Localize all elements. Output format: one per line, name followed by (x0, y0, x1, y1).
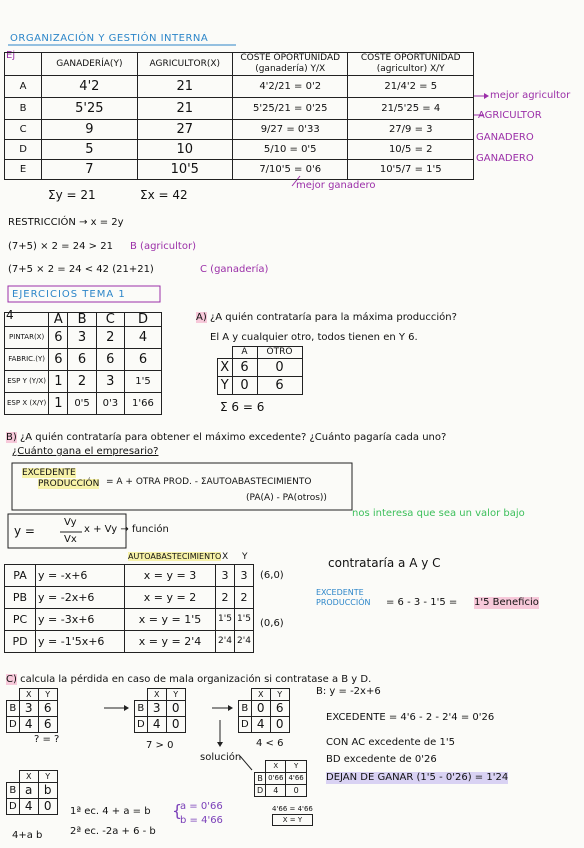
part-b-question (6, 432, 446, 444)
row-label: PB (5, 587, 36, 609)
table-cell: 6 (270, 701, 289, 717)
note-mejor-ganadero: mejor ganadero (296, 180, 376, 191)
row-label: FABRIC.(Y) (5, 349, 49, 371)
part-c-table-1 (6, 688, 58, 733)
note-ganadero-2: GANADERO (476, 153, 534, 164)
table-cell: 1'5 (124, 371, 161, 393)
part-c-table-5 (254, 760, 307, 797)
table-cell: 6 (232, 359, 257, 377)
table-cell: 21/4'2 = 5 (348, 76, 474, 98)
b-equation: B: y = -2x+6 (316, 686, 381, 697)
sum-x: Σx = 42 (140, 188, 188, 202)
row-label: B (7, 783, 20, 799)
table-cell: 2 (216, 587, 235, 609)
excedente-label (22, 468, 99, 490)
table-cell: 6 (49, 349, 68, 371)
table-cell: 4 (19, 799, 38, 815)
table-cell: 2'4 (216, 631, 235, 653)
table-cell: 0 (38, 799, 57, 815)
sum-y: Σy = 21 (48, 188, 96, 202)
table-cell: 10/5 = 2 (348, 140, 474, 160)
table-cell: 10'5/7 = 1'5 (348, 160, 474, 180)
table-header: COSTE OPORTUNIDAD (agricultor) X/Y (348, 53, 474, 76)
table-header: X (19, 771, 38, 783)
table-header: COSTE OPORTUNIDAD (ganadería) Y/X (232, 53, 347, 76)
funcion-lhs: y = (14, 524, 35, 538)
bd-line: BD excedente de 0'26 (326, 754, 437, 765)
table-cell: 4 (266, 785, 286, 797)
table-cell: 1'5 (216, 609, 235, 631)
table-cell: y = -x+6 (36, 565, 125, 587)
funcion-rhs: x + Vy → función (84, 524, 169, 535)
table-cell: 0 (166, 717, 185, 733)
part-c-table-3 (238, 688, 290, 733)
row-label: B (5, 98, 42, 120)
exercise-number: 4 (6, 308, 14, 322)
row-label: ESP X (X/Y) (5, 393, 49, 415)
table-header: A (49, 313, 68, 327)
table-cell: 6 (68, 349, 96, 371)
col-y-header: Y (242, 552, 248, 562)
table-header: C (96, 313, 124, 327)
part-c-t5-below (272, 804, 313, 826)
restriccion-calc-2: (7+5 × 2 = 24 < 42 (21+21) (8, 264, 154, 275)
part-b-q2: ¿Cuánto gana el empresario? (12, 446, 159, 457)
table-header (239, 689, 252, 701)
part-a-answer: El A y cualquier otro, todos tienen en Y 6. (210, 332, 418, 343)
table-cell: 5'25 (42, 98, 137, 120)
row-label: B (135, 701, 148, 717)
result-a: a = 0'66 (180, 801, 223, 812)
part-c-table-4 (6, 770, 58, 815)
row-label: X (218, 359, 233, 377)
table-cell: 0'5 (68, 393, 96, 415)
table-cell: 27 (137, 120, 232, 140)
table-cell: 2 (68, 371, 96, 393)
part-c-question (6, 674, 371, 686)
table-cell: a (19, 783, 38, 799)
opportunity-cost-table (4, 52, 474, 180)
table-cell: 6 (257, 377, 302, 395)
ej-label: Ej (6, 50, 16, 61)
page-title: ORGANIZACIÓN Y GESTIÓN INTERNA (10, 33, 209, 44)
table-cell: x = y = 2'4 (125, 631, 216, 653)
excedente-line: EXCEDENTE = 4'6 - 2 - 2'4 = 0'26 (326, 712, 495, 723)
table-cell: 2 (96, 327, 124, 349)
row-label: PINTAR(X) (5, 327, 49, 349)
table-cell: 4 (124, 327, 161, 349)
table-header: Y (166, 689, 185, 701)
row-label: E (5, 160, 42, 180)
excedente-word-2: EXCEDENTE (316, 588, 364, 597)
table-header: Y (38, 771, 57, 783)
table-header (5, 53, 42, 76)
part-c-t4-below: 4+a b (12, 830, 43, 841)
point-label-1: (6,0) (260, 570, 284, 581)
part-a-question (196, 312, 457, 324)
table-cell: 3 (235, 565, 254, 587)
row-label: D (255, 785, 266, 797)
funcion-num: Vy (64, 517, 77, 528)
row-label: D (5, 140, 42, 160)
row-label: A (5, 76, 42, 98)
table-cell: 27/9 = 3 (348, 120, 474, 140)
con-ac-line: CON AC excedente de 1'5 (326, 737, 455, 748)
note-agricultor: AGRICULTOR (478, 110, 542, 121)
table-header: B (68, 313, 96, 327)
row-label: B (255, 773, 266, 785)
table-cell: 3 (147, 701, 166, 717)
dejan-de-ganar: DEJAN DE GANAR (1'5 - 0'26) = 1'24 (326, 772, 509, 783)
table-cell: x = y = 2 (125, 587, 216, 609)
produccion-word: PRODUCCIÓN (38, 479, 100, 489)
table-header: OTRO (257, 347, 302, 359)
row-label: PA (5, 565, 36, 587)
solucion-label: solución (200, 752, 242, 763)
table-header (5, 313, 49, 327)
contrataria-text: contrataría a A y C (328, 556, 441, 570)
funcion-den: Vx (64, 534, 77, 545)
table-header: X (251, 689, 270, 701)
part-a-q: ¿A quién contrataría para la máxima producción? (209, 312, 457, 323)
table-cell: 0 (270, 717, 289, 733)
table-header: Y (286, 761, 306, 773)
table-cell: 21 (137, 76, 232, 98)
table-header: X (147, 689, 166, 701)
table-cell: 3 (19, 701, 38, 717)
part-c-t2-below: 7 > 0 (146, 740, 174, 751)
table-cell: 21/5'25 = 4 (348, 98, 474, 120)
table-cell: 0'3 (96, 393, 124, 415)
table-cell: 0 (232, 377, 257, 395)
row-label: B (7, 701, 20, 717)
point-label-2: (0,6) (260, 618, 284, 629)
excedente-label-2 (316, 588, 371, 608)
restriccion-result-2: C (ganadería) (200, 264, 269, 275)
t5-below-2: X = Y (272, 814, 313, 826)
table-cell: 6 (49, 327, 68, 349)
col-x-header: X (222, 552, 229, 562)
table-cell: 9 (42, 120, 137, 140)
table-cell: 3 (68, 327, 96, 349)
part-a-sum: Σ 6 = 6 (220, 400, 265, 414)
table-cell: 0 (166, 701, 185, 717)
part-c-table-2 (134, 688, 186, 733)
row-label: ESP Y (Y/X) (5, 371, 49, 393)
table-cell: 7 (42, 160, 137, 180)
equation-1: 1ª ec. 4 + a = b (70, 806, 151, 817)
table-cell: y = -3x+6 (36, 609, 125, 631)
table-header: X (266, 761, 286, 773)
table-cell: 9/27 = 0'33 (232, 120, 347, 140)
row-label: Y (218, 377, 233, 395)
row-label: PD (5, 631, 36, 653)
brace-icon: { (172, 801, 183, 820)
table-cell: 7/10'5 = 0'6 (232, 160, 347, 180)
row-label: C (5, 120, 42, 140)
table-cell: 0 (286, 785, 306, 797)
t5-below-1: 4'66 = 4'66 (272, 805, 313, 813)
table-cell: 4'2/21 = 0'2 (232, 76, 347, 98)
excedente-calc: = 6 - 3 - 1'5 = (386, 597, 458, 608)
table-cell: 6 (38, 717, 57, 733)
part-c-t1-below: ? = ? (34, 734, 60, 745)
table-header: A (232, 347, 257, 359)
table-cell: y = -1'5x+6 (36, 631, 125, 653)
excedente-word: EXCEDENTE (22, 468, 76, 478)
table-cell: 6 (96, 349, 124, 371)
table-cell: 4 (251, 717, 270, 733)
table-header: AGRICULTOR(X) (137, 53, 232, 76)
row-label: D (239, 717, 252, 733)
part-c-label: C) (6, 674, 17, 685)
restriccion-calc-1: (7+5) × 2 = 24 > 21 (8, 241, 113, 252)
table-cell: 0'66 (266, 773, 286, 785)
table-cell: b (38, 783, 57, 799)
table-cell: 10'5 (137, 160, 232, 180)
produccion-word-2: PRODUCCIÓN (316, 598, 371, 607)
table-header: Y (38, 689, 57, 701)
note-ganadero-1: GANADERO (476, 132, 534, 143)
restriccion-line: RESTRICCIÓN → x = 2y (8, 217, 124, 228)
note-valor-bajo: nos interesa que sea un valor bajo (352, 508, 525, 519)
table-cell: 3 (216, 565, 235, 587)
table-cell: 1 (49, 393, 68, 415)
restriccion-result-1: B (agricultor) (130, 241, 196, 252)
table-cell: x = y = 3 (125, 565, 216, 587)
table-cell: 3 (96, 371, 124, 393)
part-b-q1: ¿A quién contrataría para obtener el máximo excedente? ¿Cuánto pagaría cada uno? (19, 432, 447, 443)
part-c-q: calcula la pérdida en caso de mala organización si contratase a B y D. (20, 674, 372, 685)
row-label: D (7, 717, 20, 733)
ejercicios-title: EJERCICIOS TEMA 1 (12, 289, 126, 300)
table-header (135, 689, 148, 701)
excedente-result: 1'5 Beneficio (474, 597, 539, 608)
table-cell: 5'25/21 = 0'25 (232, 98, 347, 120)
equation-2: 2ª ec. -2a + 6 - b (70, 826, 156, 837)
part-a-table (217, 346, 303, 395)
table-cell: 4 (147, 717, 166, 733)
table-header: X (19, 689, 38, 701)
table-cell: 2'4 (235, 631, 254, 653)
table-header: D (124, 313, 161, 327)
table-header (255, 761, 266, 773)
note-mejor-agricultor: mejor agricultor (490, 90, 571, 101)
table-header (7, 771, 20, 783)
table-cell: x = y = 1'5 (125, 609, 216, 631)
table-cell: 1 (49, 371, 68, 393)
exercise-4-table (4, 312, 162, 415)
table-cell: 4'2 (42, 76, 137, 98)
excedente-formula: = A + OTRA PROD. - ΣAUTOABASTECIMIENTO (106, 477, 312, 487)
part-c-t3-below: 4 < 6 (256, 738, 284, 749)
table-cell: 5 (42, 140, 137, 160)
table-cell: 2 (235, 587, 254, 609)
table-header (7, 689, 20, 701)
table-header: Y (270, 689, 289, 701)
table-cell: 4'66 (286, 773, 306, 785)
table-cell: 5/10 = 0'5 (232, 140, 347, 160)
table-cell: 0 (257, 359, 302, 377)
row-label: D (7, 799, 20, 815)
row-label: D (135, 717, 148, 733)
excedente-formula-2: (PA(A) - PA(otros)) (246, 493, 327, 503)
table-cell: 0 (251, 701, 270, 717)
table-cell: 4 (19, 717, 38, 733)
table-cell: 1'66 (124, 393, 161, 415)
table-cell: y = -2x+6 (36, 587, 125, 609)
row-label: B (239, 701, 252, 717)
table-cell: 6 (124, 349, 161, 371)
table-cell: 10 (137, 140, 232, 160)
table-cell: 21 (137, 98, 232, 120)
autoabastecimiento-header: AUTOABASTECIMIENTO (128, 552, 222, 561)
part-b-label: B) (6, 432, 17, 443)
table-cell: 1'5 (235, 609, 254, 631)
part-a-label: A) (196, 312, 207, 323)
table-cell: 6 (38, 701, 57, 717)
autoabastecimiento-table (4, 564, 254, 653)
table-header (218, 347, 233, 359)
table-header: GANADERÍA(Y) (42, 53, 137, 76)
ab-results (172, 800, 223, 828)
row-label: PC (5, 609, 36, 631)
result-b: b = 4'66 (180, 815, 223, 826)
